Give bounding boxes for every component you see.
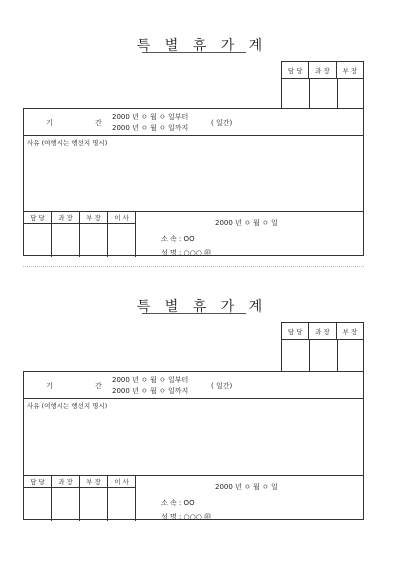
signature-header-cell: 담 당: [24, 476, 52, 487]
cut-line: [23, 266, 364, 267]
approval-header-cell: 담 당: [282, 62, 309, 78]
signature-header-cell: 부 장: [80, 212, 108, 223]
submit-date: 2000 년 ㅇ 월 ㅇ 일: [215, 219, 278, 227]
approval-header-cell: 과 장: [309, 62, 336, 78]
reason-label: 사유 (여행시는 행선지 명시): [27, 139, 108, 147]
days-count: ( 일간): [211, 119, 233, 127]
signature-divider: [107, 487, 108, 521]
period-label: 기 간: [46, 119, 122, 127]
applicant-name: 성 명 : ○○○ ㊞: [161, 249, 212, 257]
days-count: ( 일간): [211, 382, 233, 390]
approval-header: [282, 323, 363, 340]
signature-grid: [24, 476, 136, 521]
date-from: 2000 년 ㅇ 월 ㅇ 일부터: [112, 376, 189, 384]
form-title: 특 별 휴 가 계: [136, 38, 264, 54]
approval-header-cell: 부 장: [342, 327, 358, 336]
approval-header-cell: 과 장: [309, 323, 336, 339]
date-to: 2000 년 ㅇ 월 ㅇ 일까지: [112, 124, 189, 132]
signature-divider: [79, 487, 80, 521]
signature-header-cell: 이 사: [114, 214, 129, 222]
applicant-name: 성 명 : ○○○ ㊞: [161, 513, 212, 521]
signature-header-cell: 이 사: [114, 478, 129, 486]
signature-header-cell: 과 장: [52, 476, 80, 487]
signature-header-cell: 담 당: [24, 212, 52, 223]
approval-header-cell: 담 당: [282, 323, 309, 339]
signature-header-cell: 부 장: [80, 476, 108, 487]
signature-divider: [51, 487, 52, 521]
approval-box: [281, 322, 364, 372]
form-title: 특 별 휴 가 계: [136, 299, 264, 315]
reason-label: 사유 (여행시는 행선지 명시): [27, 402, 108, 410]
approval-divider: [309, 339, 310, 371]
date-from: 2000 년 ㅇ 월 ㅇ 일부터: [112, 113, 189, 121]
signature-header-cell: 과 장: [52, 212, 80, 223]
period-row: [24, 372, 363, 399]
department: 소 속 : OO: [161, 499, 195, 507]
title-underline: [142, 313, 246, 314]
approval-divider: [337, 339, 338, 371]
form-body: [23, 371, 364, 520]
signature-section: [24, 475, 363, 521]
period-label: 기 간: [46, 382, 122, 390]
submit-date: 2000 년 ㅇ 월 ㅇ 일: [215, 483, 278, 491]
date-to: 2000 년 ㅇ 월 ㅇ 일까지: [112, 387, 189, 395]
approval-header-cell: 부 장: [342, 66, 358, 75]
department: 소 속 : OO: [161, 235, 195, 243]
